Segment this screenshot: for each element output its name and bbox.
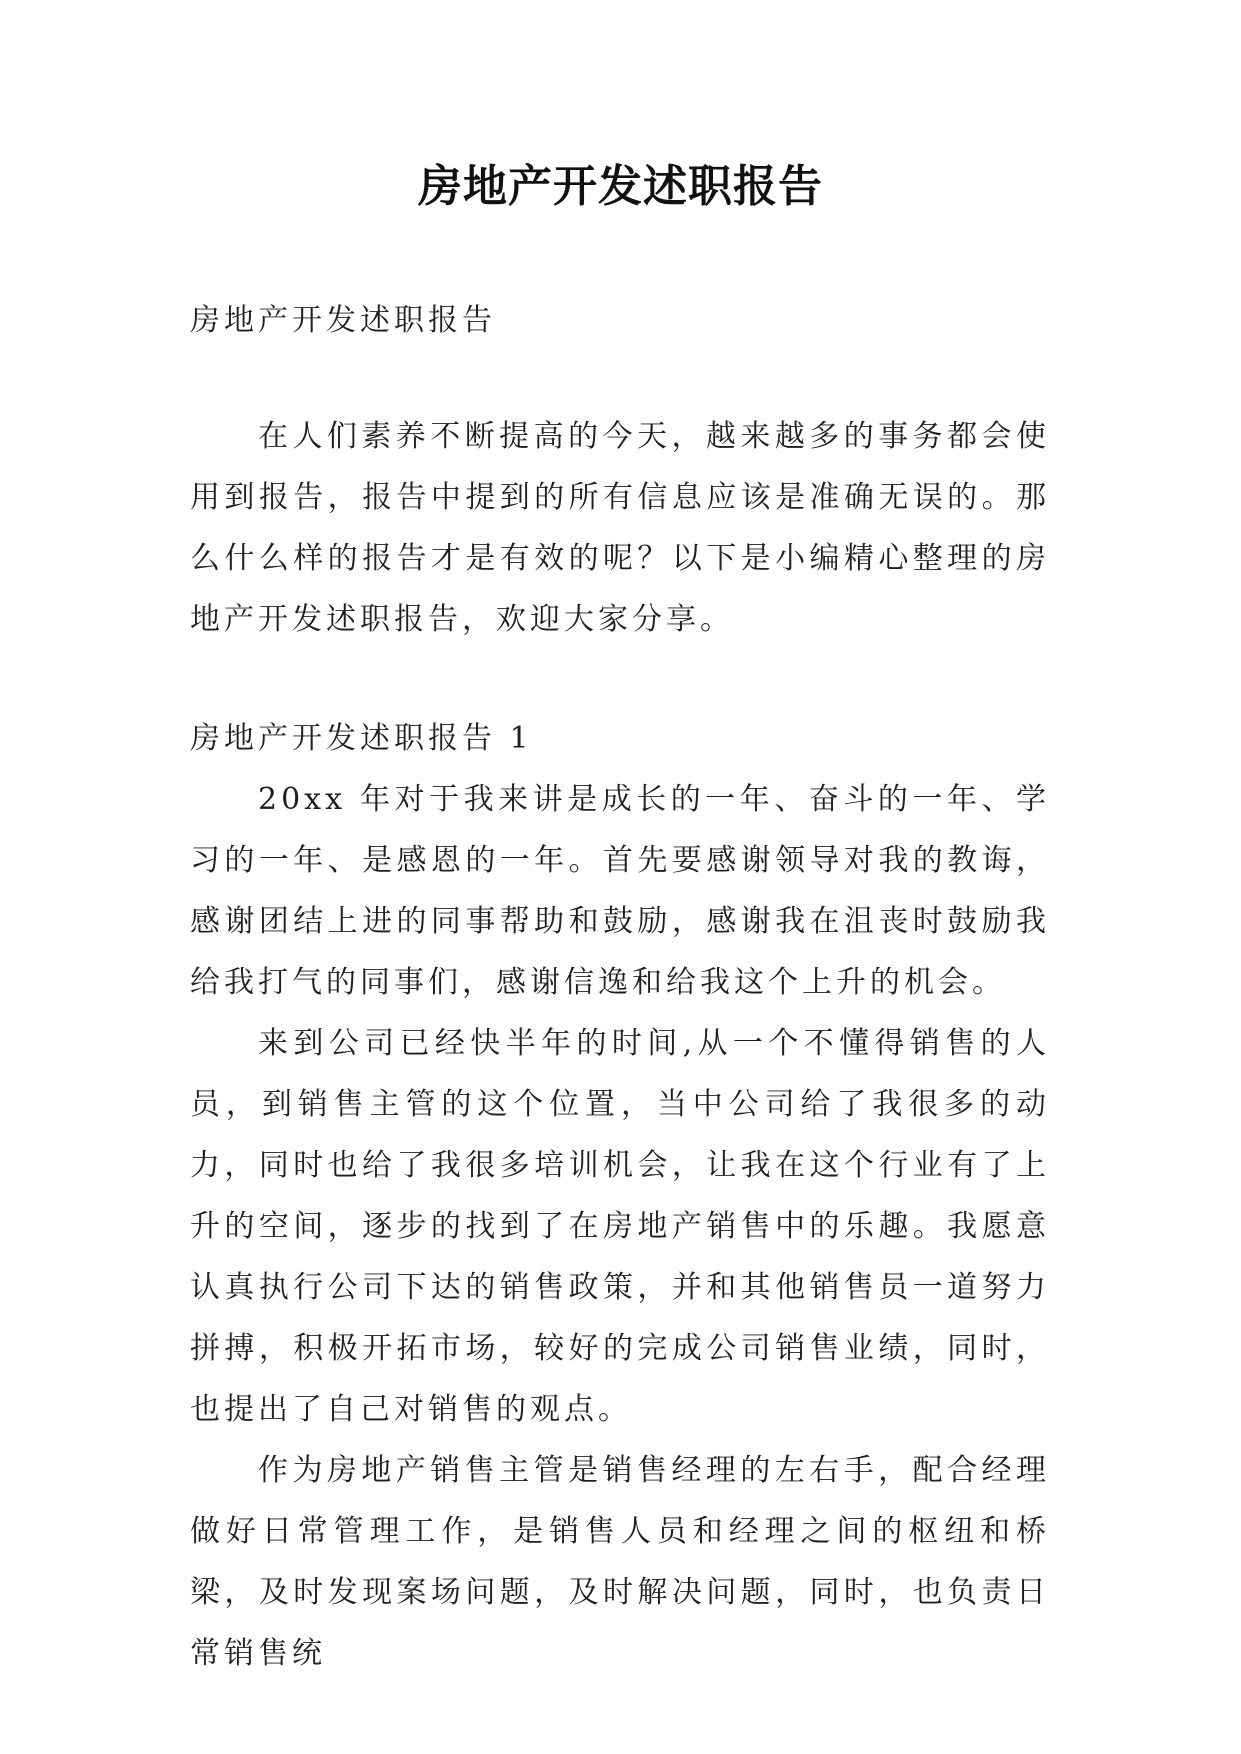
intro-paragraph: 在人们素养不断提高的今天，越来越多的事务都会使用到报告，报告中提到的所有信息应该是准确无误的。那么什么样的报告才是有效的呢？以下是小编精心整理的房地产开发述职报告，欢迎大家分享。 — [190, 419, 1050, 637]
document-body — [190, 290, 1050, 1684]
document-title: 房地产开发述职报告 — [418, 161, 823, 212]
body-paragraph-1: 20xx 年对于我来讲是成长的一年、奋斗的一年、学习的一年、是感恩的一年。首先要感谢领导对我的教诲，感谢团结上进的同事帮助和鼓励，感谢我在沮丧时鼓励我给我打气的同事们，感谢信逸和给我这个上升的机会。 — [190, 782, 1050, 1000]
document-subtitle: 房地产开发述职报告 — [190, 303, 496, 338]
body-paragraph-3: 作为房地产销售主管是销售经理的左右手，配合经理做好日常管理工作，是销售人员和经理之间的枢纽和桥梁，及时发现案场问题，及时解决问题，同时，也负责日常销售统 — [190, 1453, 1050, 1671]
body-paragraph-2: 来到公司已经快半年的时间,从一个不懂得销售的人员，到销售主管的这个位置，当中公司给了我很多的动力，同时也给了我很多培训机会，让我在这个行业有了上升的空间，逐步的找到了在房地产销售中的乐趣。我愿意认真执行公司下达的销售政策，并和其他销售员一道努力拼搏，积极开拓市场，较好的完成公司销售业绩，同时，也提出了自己对销售的观点。 — [190, 1026, 1050, 1427]
section-heading: 房地产开发述职报告 1 — [190, 721, 533, 756]
